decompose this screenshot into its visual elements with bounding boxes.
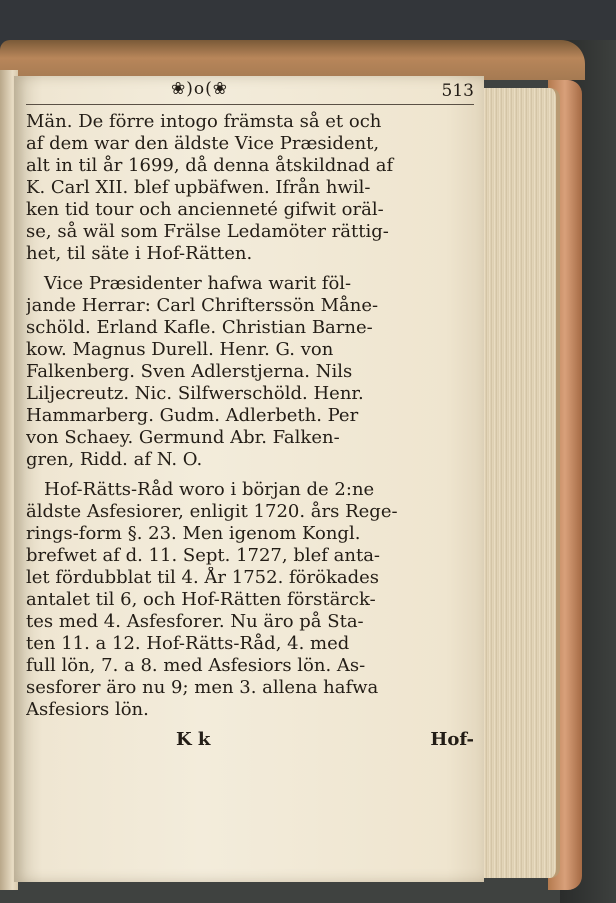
text-line: antalet til 6, och Hof-Rätten förstärck- bbox=[26, 589, 376, 610]
text-line: schöld. Erland Kafle. Christian Barne- bbox=[26, 317, 373, 338]
signature-mark: K k bbox=[176, 729, 211, 750]
text-line: brefwet af d. 11. Sept. 1727, blef anta- bbox=[26, 545, 381, 566]
text-line: rings-form §. 23. Men igenom Kongl. bbox=[26, 523, 361, 544]
text-line: Asfesiors lön. bbox=[26, 699, 149, 720]
text-line: alt in til år 1699, då denna åtskildnad af bbox=[26, 155, 394, 176]
text-line: jande Herrar: Carl Chrifterssön Måne- bbox=[26, 295, 379, 316]
text-line: af dem war den äldste Vice Præsident, bbox=[26, 133, 380, 154]
text-line: äldste Asfesiorer, enligit 1720. års Rege- bbox=[26, 501, 398, 522]
text-line: tes med 4. Asfesforer. Nu äro på Sta- bbox=[26, 611, 364, 632]
page-number: 513 bbox=[441, 81, 474, 101]
running-header bbox=[26, 78, 474, 105]
text-line: ken tid tour och ancienneté gifwit oräl- bbox=[26, 199, 384, 220]
text-line: Liljecreutz. Nic. Silfwerschöld. Henr. bbox=[26, 383, 364, 404]
text-line: Vice Præsidenter hafwa warit föl- bbox=[44, 273, 352, 294]
text-line: Män. De förre intogo främsta så et och bbox=[26, 111, 382, 132]
paragraph-gap bbox=[26, 471, 474, 479]
text-line: kow. Magnus Durell. Henr. G. von bbox=[26, 339, 334, 360]
text-line: gren, Ridd. af N. O. bbox=[26, 449, 203, 470]
catchword: Hof- bbox=[430, 729, 474, 750]
text-line: full lön, 7. a 8. med Asfesiors lön. As- bbox=[26, 655, 366, 676]
page-text bbox=[26, 78, 474, 753]
paragraph-3 bbox=[26, 479, 474, 721]
page-block-edges bbox=[478, 88, 560, 878]
text-line: Hof-Rätts-Råd woro i början de 2:ne bbox=[44, 479, 375, 500]
text-line: het, til säte i Hof-Rätten. bbox=[26, 243, 253, 264]
paragraph-1 bbox=[26, 111, 474, 265]
header-ornament: ❀)o(❀ bbox=[171, 79, 228, 99]
text-line: ten 11. a 12. Hof-Rätts-Råd, 4. med bbox=[26, 633, 350, 654]
text-line: let fördubblat til 4. År 1752. förökades bbox=[26, 567, 380, 588]
text-line: K. Carl XII. blef upbäfwen. Ifrån hwil- bbox=[26, 177, 371, 198]
paragraph-gap bbox=[26, 265, 474, 273]
text-line: Hammarberg. Gudm. Adlerbeth. Per bbox=[26, 405, 359, 426]
text-line: sesforer äro nu 9; men 3. allena hafwa bbox=[26, 677, 379, 698]
text-line: von Schaey. Germund Abr. Falken- bbox=[26, 427, 340, 448]
text-line: se, så wäl som Frälse Ledamöter rättig- bbox=[26, 221, 389, 242]
paragraph-2 bbox=[26, 273, 474, 471]
text-line: Falkenberg. Sven Adlerstjerna. Nils bbox=[26, 361, 353, 382]
book-cover-top-edge bbox=[0, 40, 585, 80]
page-footer bbox=[26, 729, 474, 753]
